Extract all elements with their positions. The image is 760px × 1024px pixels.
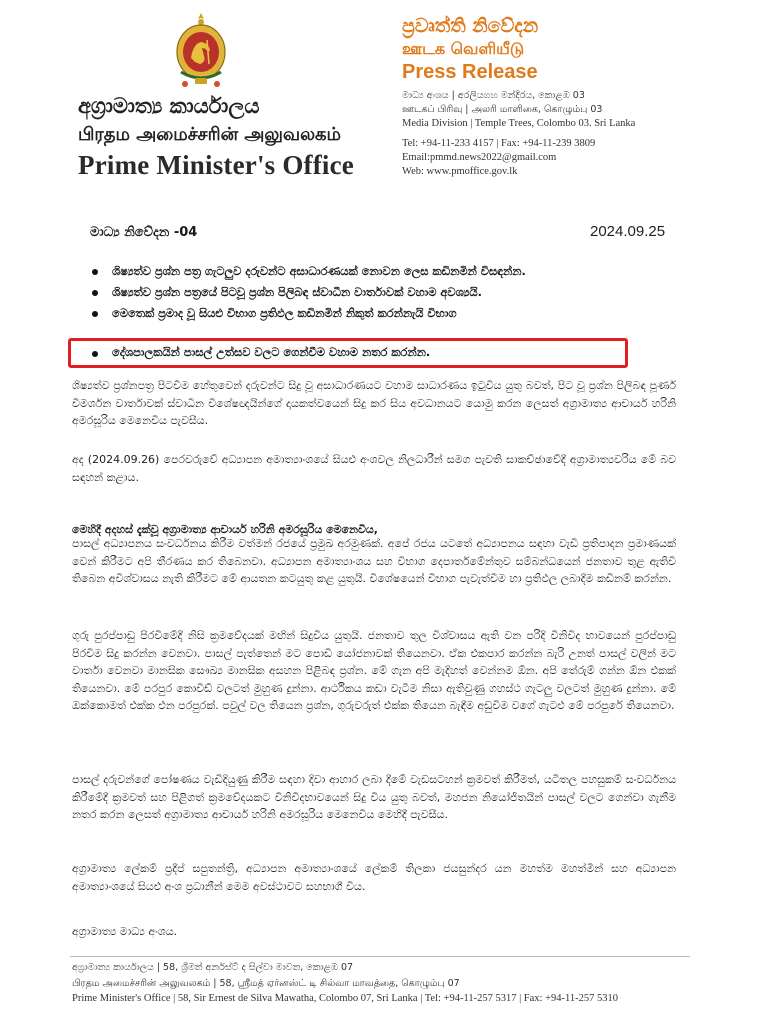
office-name-english: Prime Minister's Office: [78, 150, 354, 180]
press-release-tamil: ஊடக வெளியீடு: [402, 39, 525, 58]
national-emblem-icon: [173, 10, 229, 90]
headline-bullets: [88, 263, 688, 326]
press-release-sinhala: ප්‍රවෘත්ති නිවේදන: [402, 15, 539, 37]
bullet-text: දේශපාලකයින් පාසල් උත්සව වලට ගෙන්වීම වහාම නතර කරන්න.: [112, 345, 431, 359]
body-paragraph: පාසල් අධ්‍යාපනය සංවර්ධනය කිරීම වත්මන් රජයේ ප්‍රමුඛ අරමුණක්. අපේ රජය යටතේ අධ්‍යාපනය සඳහා වැඩි ප්‍රතිපාදන ප්‍රමාණයක් වෙන් කිරීමට අපි තීරණය කර තිබෙනවා. අධ්‍යාපන අමාත්‍යාංශය සහ විභාග දෙපාර්තමේන්තුව සම්බන්ධයෙන් ජනතාව තුළ ඇතිවී තිබෙන අවිශ්වාසය නැති කිරීමට මේ ආයතන කටයුතු කළ යුතුයි. විශේෂයෙන් විභාග පැවැත්වීම හා ප්‍රතිඵල ලබාදීම කඩිනම් කරන්න.: [72, 537, 676, 586]
body-subheading: මෙහිදී අදහස් දැක්වූ අග්‍රාමාත්‍ය ආචාර්ය හරිනි අමරසූරිය මෙනෙවිය,: [72, 523, 378, 536]
contact-email: Email:pmmd.news2022@gmail.com: [402, 152, 557, 163]
contact-web: Web: www.pmoffice.gov.lk: [402, 166, 518, 177]
bullet-item: [88, 305, 688, 322]
body-paragraph: අග්‍රාමාත්‍ය ලේකම් ප්‍රදීප් සපුතන්ත්‍රි, අධ්‍යාපන අමාත්‍යාංශයේ ලේකම් තිලකා ජයසුන්දර යන මහත්ම මහත්මීන් සහ අධ්‍යාපන අමාත්‍යාංශයේ සියළු අංශ ප්‍රධානීන් මෙම අවස්ථාවට සහභාගී විය.: [72, 862, 676, 893]
bullet-text: මෙතෙක් ප්‍රමාද වූ සියළු විභාග ප්‍රතිඵල කඩිනමින් නිකුත් කරන්නැයි විභාග: [112, 306, 457, 320]
bullet-dot-icon: [92, 311, 98, 317]
footer-divider: [70, 956, 690, 957]
office-name-sinhala: අග්‍රාමාත්‍ය කාර්යාලය: [78, 94, 260, 118]
footer-line-tamil: பிரதம அமைச்சரின் அலுவலகம் | 58, ஸ்ரீமத் ஏர்னஸ்ட் டி சில்வா மாவத்தை, கொழும்பு 07: [72, 978, 460, 989]
bullet-dot-icon: [92, 269, 98, 275]
body-paragraph: ශිෂ්‍යත්ව ප්‍රශ්නපත්‍ර පිටවීම හේතුවෙන් දරුවන්ට සිදු වූ අසාධාරණයට වහාම සාධාරණය ඉටුවිය යුතු බවත්, පිට වූ ප්‍රශ්න පිලිබඳ පූර්ණ විමර්ශන වාර්තාවක් ස්වාධීන විශේෂඥයින්ගේ දායකත්වයෙන් සිදු කර සිය අවධානයට යොමු කරන ලෙසත් අග්‍රාමාත්‍ය ආචාර්ය හරිනි අමරසූරිය මෙනෙවිය පැවසීය.: [72, 379, 676, 428]
release-date: 2024.09.25: [590, 223, 666, 240]
body-paragraph: ගුරු පුරප්පාඩු පිරවීමේදී නිසි ක්‍රමවේදයක් මඟින් සිදුවිය යුතුයි. ජනතාව තුල විශ්වාසය ඇති වන පරිදි විනිවිද භාවයෙන් පුරප්පාඩු පිරවීම සිදු කරන්න වෙනවා. පාසල් පැත්තෙන් මට පොඩි යෝජනාවක් තියෙනවා. ඒක එකපාර කරන්න බැරි උනත් පාසල් වලින් මට වාර්තා වෙනවා මානසික සෞඛ්‍ය මානසික අසහන පිළිබඳ ප්‍රශ්න. මේ ගැන අපි මැදිහත් වෙන්නම ඕන. අපි තේරුම් ගන්න ඕන එකක් තියෙනවා. මේ පරපුර කොවිඩ් වලටත් මුහුණ දුන්නා. ආර්ථිකය කඩා වැටීම නිසා ඇතිවුණු ගහස්ථ ගැටලු වලටත් මුහුණ දුන්නා. මේ ඔක්කොමත් එක්ක එන පරපුරක්. පවුල් වල තියෙන ප්‍රශ්න, ගුරුවරුත් එක්ක තියෙන බැඳීම අඩුවීම වගේ ගැටළු මේ පරපුරේ තියෙනවා.: [72, 629, 676, 713]
bullet-dot-icon: [92, 290, 98, 296]
contact-line-english: Media Division | Temple Trees, Colombo 03. Sri Lanka: [402, 118, 636, 129]
office-name-tamil: பிரதம அமைச்சரின் அலுவலகம்: [78, 124, 342, 145]
press-release-english: Press Release: [402, 61, 538, 83]
contact-line-sinhala: මාධ්‍ය අංශය | අරලියගහ මන්දිරය, කොළඹ 03: [402, 90, 585, 101]
bullet-item: [88, 284, 688, 301]
contact-line-tamil: ஊடகப் பிரிவு | அலரி மாளிகை, கொழும்பு 03: [402, 104, 603, 115]
footer-line-english: Prime Minister's Office | 58, Sir Ernest de Silva Mawatha, Colombo 07, Sri Lanka | Tel: +94-11-257 5317 | Fax: +94-11-257 5310: [72, 993, 618, 1004]
body-paragraph: පාසල් දරුවන්ගේ පෝෂණය වැඩිදියුණු කිරීම සඳහා දිවා ආහාර ලබා දීමේ වැඩසටහන් ක්‍රමවත් කිරීමත්, යටිතල පහසුකම් සංවර්ධනය කිරීමේදී ක්‍රමවත් සහ පිළිගත් ක්‍රමවේදයකට විනිවිදභාවයෙන් සිදු විය යුතු බවත්, මහජන නියෝජිතයින් පාසල් වලට ගෙන්වා ගැනීම නතර කරන ලෙසත් අග්‍රාමාත්‍ය ආචාර්ය හරිනි අමරසූරිය මෙනෙවිය මෙහිදී පැවසීය.: [72, 773, 676, 822]
bullet-item: [88, 263, 688, 280]
body-paragraph: අද (2024.09.26) පෙරවරුවේ අධ්‍යාපන අමාත්‍යාංශයේ සියළු අංශවල නිලධාරීන් සමග පැවති සාකච්ඡාවේදී අග්‍රාමාත්‍යවරිය මේ බව සඳහන් කළාය.: [72, 453, 676, 484]
footer-line-sinhala: අග්‍රාමාත්‍ය කාර්යාලය | 58, ශ්‍රීමත් අර්නස්ට් ද සිල්වා මාවත, කොළඹ 07: [72, 962, 354, 973]
bullet-text: ශිෂ්‍යත්ව ප්‍රශ්න පත්‍රයේ පිටවූ ප්‍රශ්න පිලිබඳ ස්වාධීන වාර්තාවක් වහාම අවශ්‍යයි.: [112, 285, 482, 299]
signature-line: අග්‍රාමාත්‍ය මාධ්‍ය අංශය.: [72, 925, 178, 938]
bullet-dot-icon: [92, 351, 98, 357]
highlighted-bullet: [88, 345, 430, 360]
contact-phone: Tel: +94-11-233 4157 | Fax: +94-11-239 3809: [402, 138, 596, 149]
bullet-text: ශිෂ්‍යත්ව ප්‍රශ්න පත්‍ර ගැටලුව දරුවන්ට අසාධාරණයක් නොවන ලෙස කඩිනමින් විසඳන්න.: [112, 264, 526, 278]
release-number: මාධ්‍ය නිවේදන -04: [90, 225, 198, 240]
